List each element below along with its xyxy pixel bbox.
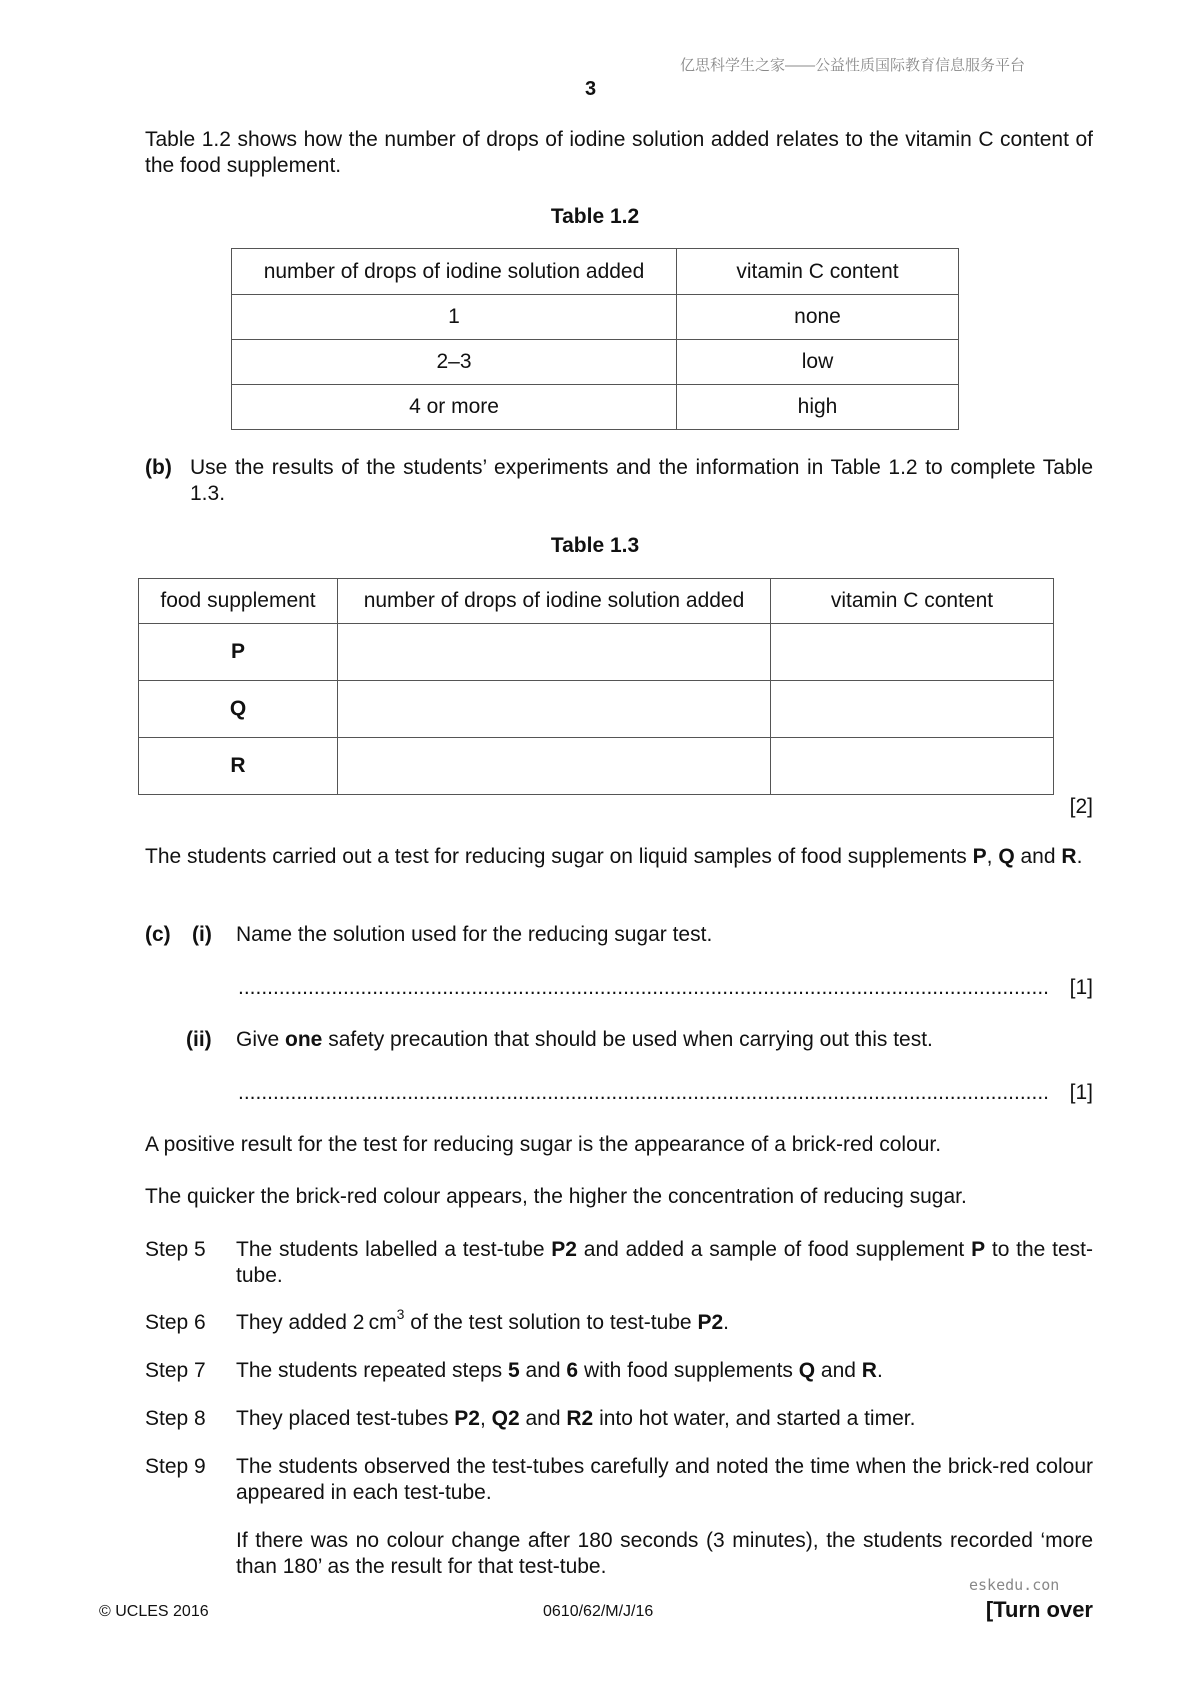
page-number: 3 bbox=[585, 78, 597, 100]
footer-code: 0610/62/M/J/16 bbox=[543, 1603, 654, 1620]
table12-title: Table 1.2 bbox=[550, 205, 640, 228]
step9-label: Step 9 bbox=[145, 1455, 206, 1478]
table12-cell: 4 or more bbox=[232, 385, 677, 430]
part-c-label: (c) bbox=[145, 923, 171, 946]
step8-text: They placed test-tubes P2, Q2 and R2 into hot water, and started a timer. bbox=[236, 1407, 916, 1430]
table13-answer-cell[interactable] bbox=[771, 681, 1054, 738]
para-positive: A positive result for the test for reducing sugar is the appearance of a brick-red colour. bbox=[145, 1133, 942, 1156]
table13-answer-cell[interactable] bbox=[338, 738, 771, 795]
table13-header-supplement: food supplement bbox=[139, 579, 338, 624]
table12-cell: high bbox=[677, 385, 959, 430]
step7-text: The students repeated steps 5 and 6 with food supplements Q and R. bbox=[236, 1359, 883, 1382]
table12-header-drops: number of drops of iodine solution added bbox=[232, 249, 677, 295]
table13-answer-cell[interactable] bbox=[771, 624, 1054, 681]
step6-label: Step 6 bbox=[145, 1311, 206, 1334]
table13 bbox=[138, 578, 1054, 795]
table13-answer-cell[interactable] bbox=[771, 738, 1054, 795]
part-c-i-text: Name the solution used for the reducing sugar test. bbox=[236, 923, 713, 946]
table13-row-label: Q bbox=[139, 681, 338, 738]
table13-header-vitamin: vitamin C content bbox=[771, 579, 1054, 624]
step5-label: Step 5 bbox=[145, 1238, 206, 1261]
part-c-ii-marks: [1] bbox=[1069, 1081, 1093, 1104]
footer-watermark: eskedu.con bbox=[969, 1576, 1060, 1594]
table13-header-drops: number of drops of iodine solution added bbox=[338, 579, 771, 624]
reducing-intro: The students carried out a test for reducing sugar on liquid samples of food supplements P, Q and R. bbox=[145, 845, 1083, 868]
table13-answer-cell[interactable] bbox=[338, 681, 771, 738]
step9-extra: If there was no colour change after 180 seconds (3 minutes), the students recorded ‘more than 180’ as the result for that test-tube. bbox=[236, 1529, 1093, 1578]
part-c-ii-text: Give one safety precaution that should be used when carrying out this test. bbox=[236, 1028, 933, 1051]
footer-copyright: © UCLES 2016 bbox=[99, 1603, 209, 1620]
table12-cell: 1 bbox=[232, 295, 677, 340]
part-c-i-answer-line[interactable]: ........................................................................................................................................... bbox=[238, 976, 1049, 999]
step6-text: They added 2 $cm^3$ of the test solution to test-tube P2. bbox=[236, 1306, 729, 1334]
footer-turn-over: [Turn over bbox=[985, 1597, 1093, 1622]
intro-paragraph: Table 1.2 shows how the number of drops of iodine solution added relates to the vitamin C content of the food supplement. bbox=[145, 128, 1093, 177]
part-c-i-label: (i) bbox=[192, 923, 212, 946]
header-watermark: 亿思科学生之家——公益性质国际教育信息服务平台 bbox=[680, 57, 1026, 74]
part-c-i-marks: [1] bbox=[1069, 976, 1093, 999]
table12-header-vitamin: vitamin C content bbox=[677, 249, 959, 295]
part-b-label: (b) bbox=[145, 456, 172, 479]
step9-text: The students observed the test-tubes carefully and noted the time when the brick-red colour appeared in each test-tube. bbox=[236, 1455, 1093, 1504]
table13-row-label: P bbox=[139, 624, 338, 681]
table13-answer-cell[interactable] bbox=[338, 624, 771, 681]
table13-marks: [2] bbox=[1069, 795, 1093, 818]
table12 bbox=[231, 248, 959, 430]
table12-cell: low bbox=[677, 340, 959, 385]
table12-cell: none bbox=[677, 295, 959, 340]
table13-title: Table 1.3 bbox=[550, 534, 640, 557]
table13-row-label: R bbox=[139, 738, 338, 795]
para-quicker: The quicker the brick-red colour appears, the higher the concentration of reducing sugar. bbox=[145, 1185, 967, 1208]
part-c-ii-label: (ii) bbox=[186, 1028, 212, 1051]
part-c-ii-answer-line[interactable]: ........................................................................................................................................... bbox=[238, 1081, 1049, 1104]
part-b-text: Use the results of the students’ experiments and the information in Table 1.2 to complete Table 1.3. bbox=[190, 456, 1093, 505]
step8-label: Step 8 bbox=[145, 1407, 206, 1430]
table12-cell: 2–3 bbox=[232, 340, 677, 385]
step5-text: The students labelled a test-tube P2 and added a sample of food supplement P to the test-tube. bbox=[236, 1238, 1093, 1287]
step7-label: Step 7 bbox=[145, 1359, 206, 1382]
